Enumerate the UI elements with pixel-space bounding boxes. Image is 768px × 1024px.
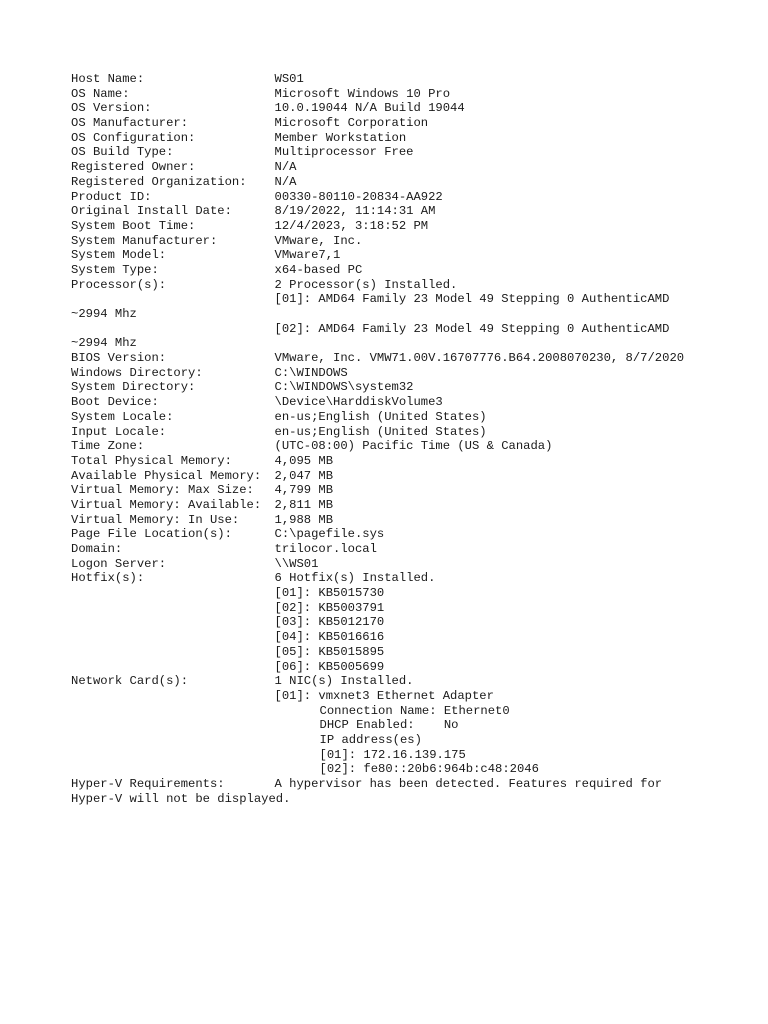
- field-label: Available Physical Memory:: [71, 468, 262, 483]
- field-label: System Model:: [71, 248, 167, 263]
- systeminfo-output: [71, 72, 761, 806]
- field-value: N/A: [274, 174, 297, 189]
- field-label: Hyper-V Requirements:: [71, 777, 225, 791]
- logon-server-row: [71, 557, 761, 572]
- field-label: Network Card(s):: [71, 674, 189, 689]
- field-label: Product ID:: [71, 189, 152, 204]
- registered-owner-row: [71, 160, 761, 175]
- field-value: WS01: [274, 72, 304, 86]
- system-directory-row: [71, 380, 761, 395]
- field-value: VMware7,1: [274, 248, 341, 263]
- field-value: C:\WINDOWS\system32: [274, 380, 414, 395]
- system-model-row: [71, 248, 761, 263]
- registered-organization-row: [71, 175, 761, 190]
- host-name-row: [71, 72, 761, 87]
- network-adapter: [01]: vmxnet3 Ethernet Adapter: [274, 688, 494, 703]
- field-label: Logon Server:: [71, 556, 167, 571]
- field-label: Boot Device:: [71, 395, 159, 410]
- field-value: \\WS01: [274, 556, 319, 571]
- field-label: System Directory:: [71, 380, 196, 395]
- processor-speed: ~2994 Mhz: [71, 336, 137, 351]
- dhcp-enabled: DHCP Enabled: No: [319, 718, 459, 733]
- field-value: en-us;English (United States): [274, 424, 487, 439]
- field-value: 2,811 MB: [274, 497, 334, 512]
- field-value: VMware, Inc. VMW71.00V.16707776.B64.2008070230, 8/7/2020: [274, 351, 685, 366]
- field-label: Virtual Memory: Max Size:: [71, 483, 254, 498]
- input-locale-row: [71, 425, 761, 440]
- field-value: x64-based PC: [274, 262, 363, 277]
- field-value: VMware, Inc.: [274, 233, 363, 248]
- virtual-memory-in-use-row: [71, 513, 761, 528]
- field-label: System Boot Time:: [71, 218, 196, 233]
- field-value: trilocor.local: [274, 542, 377, 556]
- processors-row: [71, 278, 761, 293]
- virtual-memory-available-row: [71, 498, 761, 513]
- boot-device-row: [71, 395, 761, 410]
- field-value: (UTC-08:00) Pacific Time (US & Canada): [274, 439, 553, 454]
- field-value: 8/19/2022, 11:14:31 AM: [274, 204, 436, 219]
- system-boot-time-row: [71, 219, 761, 234]
- system-locale-row: [71, 410, 761, 425]
- field-label: Windows Directory:: [71, 365, 203, 380]
- field-label: Page File Location(s):: [71, 527, 232, 542]
- field-value: 4,095 MB: [274, 453, 334, 468]
- total-physical-memory-row: [71, 454, 761, 469]
- field-label: Time Zone:: [71, 439, 145, 454]
- os-configuration-row: [71, 131, 761, 146]
- field-value: A hypervisor has been detected. Features required for: [274, 777, 663, 791]
- domain-row: [71, 542, 761, 557]
- field-label: Virtual Memory: In Use:: [71, 512, 240, 527]
- hotfixes-row: [71, 571, 761, 586]
- field-value: Microsoft Windows 10 Pro: [274, 86, 451, 101]
- field-value: 2 Processor(s) Installed.: [274, 277, 458, 292]
- field-label: OS Build Type:: [71, 145, 174, 160]
- field-value: Microsoft Corporation: [274, 116, 429, 131]
- field-label: OS Version:: [71, 101, 152, 116]
- hotfix-item: [03]: KB5012170: [274, 615, 385, 630]
- field-label: Registered Organization:: [71, 174, 247, 189]
- ip-address: [02]: fe80::20b6:964b:c48:2046: [319, 762, 539, 777]
- system-type-row: [71, 263, 761, 278]
- field-label: Original Install Date:: [71, 204, 232, 219]
- field-label: Hotfix(s):: [71, 571, 145, 586]
- connection-name: Connection Name: Ethernet0: [319, 703, 510, 718]
- processor-item: [01]: AMD64 Family 23 Model 49 Stepping 0 AuthenticAMD: [274, 292, 670, 307]
- os-manufacturer-row: [71, 116, 761, 131]
- os-name-row: [71, 87, 761, 102]
- field-label: Domain:: [71, 542, 123, 556]
- processor-speed: ~2994 Mhz: [71, 307, 137, 321]
- page-file-location-row: [71, 527, 761, 542]
- field-value: 1,988 MB: [274, 512, 334, 527]
- network-cards-row: [71, 674, 761, 689]
- field-label: OS Manufacturer:: [71, 116, 189, 131]
- hotfix-item: [04]: KB5016616: [274, 630, 385, 645]
- bios-version-row: [71, 351, 761, 366]
- hyperv-requirements-wrap: Hyper-V will not be displayed.: [71, 791, 291, 806]
- hotfix-item: [01]: KB5015730: [274, 586, 385, 601]
- virtual-memory-max-row: [71, 483, 761, 498]
- field-value: 1 NIC(s) Installed.: [274, 674, 414, 689]
- ip-addresses-header: IP address(es): [319, 732, 422, 747]
- field-label: Virtual Memory: Available:: [71, 497, 262, 512]
- processor-item: [02]: AMD64 Family 23 Model 49 Stepping 0 AuthenticAMD: [274, 321, 670, 336]
- field-label: Host Name:: [71, 72, 145, 86]
- field-value: 10.0.19044 N/A Build 19044: [274, 101, 465, 116]
- os-build-type-row: [71, 145, 761, 160]
- field-value: 12/4/2023, 3:18:52 PM: [274, 218, 429, 233]
- field-label: Total Physical Memory:: [71, 453, 232, 468]
- field-value: 2,047 MB: [274, 468, 334, 483]
- field-label: Processor(s):: [71, 277, 167, 292]
- field-value: 6 Hotfix(s) Installed.: [274, 571, 436, 586]
- time-zone-row: [71, 439, 761, 454]
- hyperv-requirements-row: [71, 777, 761, 792]
- field-value: C:\pagefile.sys: [274, 527, 385, 542]
- field-label: System Manufacturer:: [71, 233, 218, 248]
- field-value: \Device\HarddiskVolume3: [274, 395, 443, 410]
- hotfix-item: [05]: KB5015895: [274, 644, 385, 659]
- field-value: C:\WINDOWS: [274, 365, 348, 380]
- field-label: System Locale:: [71, 409, 174, 424]
- hotfix-item: [02]: KB5003791: [274, 600, 385, 615]
- field-label: System Type:: [71, 262, 159, 277]
- hotfix-item: [06]: KB5005699: [274, 659, 385, 674]
- field-value: 00330-80110-20834-AA922: [274, 189, 443, 204]
- field-value: 4,799 MB: [274, 483, 334, 498]
- field-value: Member Workstation: [274, 130, 407, 145]
- field-label: OS Configuration:: [71, 130, 196, 145]
- field-label: OS Name:: [71, 86, 130, 101]
- field-value: en-us;English (United States): [274, 409, 487, 424]
- ip-address: [01]: 172.16.139.175: [319, 747, 466, 762]
- os-version-row: [71, 101, 761, 116]
- product-id-row: [71, 190, 761, 205]
- field-label: BIOS Version:: [71, 351, 167, 366]
- field-label: Input Locale:: [71, 424, 167, 439]
- original-install-date-row: [71, 204, 761, 219]
- field-value: N/A: [274, 160, 297, 175]
- available-physical-memory-row: [71, 469, 761, 484]
- windows-directory-row: [71, 366, 761, 381]
- field-label: Registered Owner:: [71, 160, 196, 175]
- system-manufacturer-row: [71, 234, 761, 249]
- field-value: Multiprocessor Free: [274, 145, 414, 160]
